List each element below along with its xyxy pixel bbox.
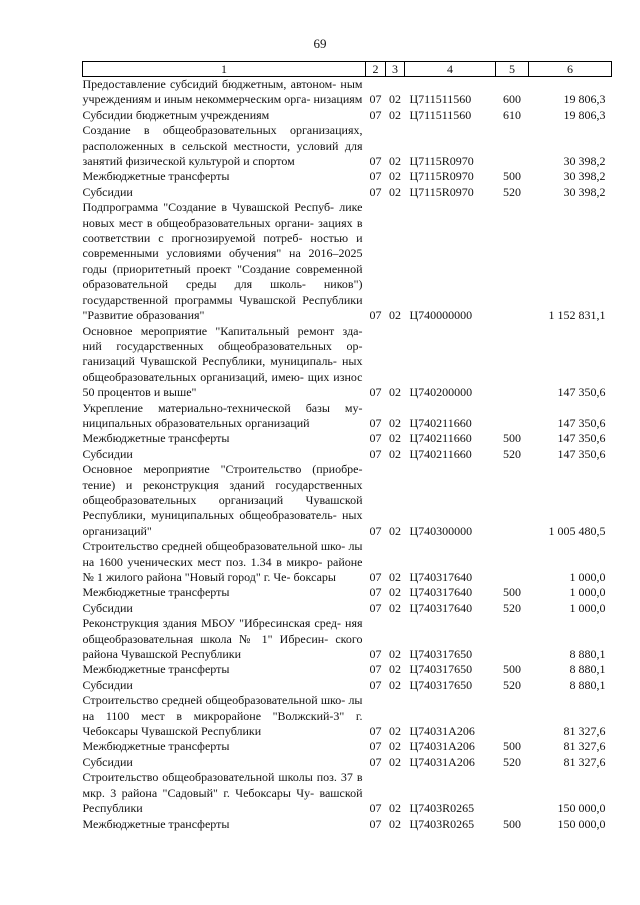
row-expense-type: 500 [503,816,521,831]
row-target-code: Ц740317650 [409,647,473,662]
row-amount: 1 000,0 [569,600,606,615]
row-amount: 1 005 480,5 [548,523,606,538]
row-subsection: 02 [389,570,401,584]
row-section: 07 [369,446,382,461]
column-header: 5 [496,62,529,77]
column-header: 4 [405,62,496,77]
table-row [83,662,612,677]
row-amount: 81 327,6 [563,754,606,769]
row-amount: 81 327,6 [563,739,606,754]
row-section: 07 [369,677,382,692]
table-row [83,401,612,432]
row-expense-type: 500 [503,431,521,446]
row-target-code: Ц711511560 [409,92,472,107]
table-row [83,693,612,739]
row-target-code: Ц740300000 [409,523,473,538]
row-description: Создание в общеобразовательных организациях, расположенных в сельской местности, условий для занятий физической культурой и спортом [82,123,363,169]
table-row [83,462,612,539]
row-amount: 8 880,1 [569,662,606,677]
row-section: 07 [369,754,382,769]
row-description: Межбюджетные трансферты [82,169,230,184]
row-section: 07 [369,308,382,323]
row-description: Укрепление материально-технической базы му- ниципальных образовательных организаций [82,400,363,430]
row-description: Межбюджетные трансферты [82,816,230,831]
row-target-code: Ц7115R0970 [409,154,474,169]
row-amount: 81 327,6 [563,724,606,739]
row-description: Подпрограмма "Создание в Чувашской Респуб- лике новых мест в общеобразовательных органи- зациях в соответствии с прогнозируемой потреб- ностью и современными условиями обучения" на 2016–2025 годы (приоритетный проект "Создание современной образовательной среды для школь- ников") государственной программы Чувашской Республики "Развитие образования" [82,200,363,323]
row-target-code: Ц740317640 [409,570,473,584]
row-amount: 8 880,1 [569,677,606,692]
row-target-code: Ц740211660 [409,446,472,461]
row-section: 07 [369,739,382,754]
row-section: 07 [369,107,382,122]
table-row [83,601,612,616]
column-header: 2 [366,62,386,77]
row-target-code: Ц740317640 [409,585,473,600]
row-amount: 30 398,2 [563,154,606,169]
row-amount: 19 806,3 [563,107,606,122]
row-subsection: 02 [389,816,401,831]
row-subsection: 02 [389,662,401,677]
row-expense-type: 610 [503,107,521,122]
row-amount: 1 000,0 [569,570,606,584]
row-amount: 1 000,0 [569,585,606,600]
row-target-code: Ц74031А206 [409,739,475,754]
table-row [83,431,612,446]
row-expense-type [496,462,529,539]
row-section: 07 [369,184,382,199]
row-subsection: 02 [389,169,401,184]
row-section: 07 [369,523,382,538]
row-expense-type: 520 [503,600,521,615]
row-subsection: 02 [389,585,401,600]
row-target-code: Ц740211660 [409,431,472,446]
row-description: Субсидии [82,600,133,615]
row-expense-type: 520 [503,754,521,769]
table-row [83,678,612,693]
row-target-code: Ц7403R0265 [409,816,475,831]
row-description: Межбюджетные трансферты [82,585,230,600]
row-section: 07 [369,600,382,615]
row-target-code: Ц711511560 [409,107,472,122]
row-subsection: 02 [389,92,401,107]
row-target-code: Ц740317640 [409,600,473,615]
row-subsection: 02 [389,385,401,400]
row-subsection: 02 [389,724,401,739]
row-description: Основное мероприятие "Строительство (приобре- тение) и реконструкция зданий государственных общеобразовательных организаций Чувашской Республики, муниципальных общеобразователь- ных организаций" [82,462,363,538]
row-description: Субсидии бюджетным учреждениям [82,107,270,122]
row-amount: 1 152 831,1 [548,308,606,323]
row-description: Строительство общеобразовательной школы поз. 37 в мкр. 3 района "Садовый" г. Чебоксары Чу- вашской Республики [82,770,363,816]
row-description: Межбюджетные трансферты [82,662,230,677]
row-amount: 30 398,2 [563,184,606,199]
row-expense-type: 500 [503,585,521,600]
table-row [83,539,612,585]
row-expense-type [496,539,529,585]
table-header-row [83,62,612,77]
row-expense-type [496,693,529,739]
row-subsection: 02 [389,107,401,122]
table-row [83,123,612,169]
row-subsection: 02 [389,523,401,538]
column-header: 3 [386,62,405,77]
row-target-code: Ц7115R0970 [409,169,474,184]
table-row [83,585,612,600]
table-row [83,108,612,123]
row-amount: 147 350,6 [557,415,606,430]
row-section: 07 [369,431,382,446]
row-subsection: 02 [389,154,401,169]
row-target-code: Ц74031А206 [409,754,475,769]
table-row [83,324,612,401]
row-section: 07 [369,154,382,169]
row-section: 07 [369,662,382,677]
row-subsection: 02 [389,677,401,692]
row-target-code: Ц7115R0970 [409,184,474,199]
page-number: 69 [313,36,327,51]
row-description: Межбюджетные трансферты [82,431,230,446]
row-target-code: Ц74031А206 [409,724,475,739]
table-row [83,447,612,462]
row-description: Субсидии [82,677,133,692]
table-row [83,755,612,770]
row-section: 07 [369,724,382,739]
row-expense-type: 600 [503,92,521,107]
row-expense-type [496,200,529,323]
table-row [83,770,612,816]
row-target-code: Ц740211660 [409,415,472,430]
row-expense-type: 520 [503,446,521,461]
row-description: Строительство средней общеобразовательной шко- лы на 1100 мест в микрорайоне "Волжский-3" г. Чебоксары Чувашской Республики [82,693,363,739]
row-section: 07 [369,585,382,600]
row-subsection: 02 [389,739,401,754]
row-subsection: 02 [389,600,401,615]
table-row [83,169,612,184]
row-description: Реконструкция здания МБОУ "Ибресинская сред- няя общеобразовательная школа № 1" Ибресин- ского района Чувашской Республики [82,616,363,662]
row-amount: 150 000,0 [557,801,606,816]
row-target-code: Ц740317650 [409,662,473,677]
table-row [83,739,612,754]
row-amount: 150 000,0 [557,816,606,831]
row-section: 07 [369,570,382,584]
row-description: Межбюджетные трансферты [82,739,230,754]
row-target-code: Ц740200000 [409,385,473,400]
row-expense-type [496,324,529,401]
row-description: Основное мероприятие "Капитальный ремонт зда- ний государственных общеобразовательных ор- ганизаций Чувашской Республики, муниципаль- ных общеобразовательных организаций, имею- щих износ 50 процентов и выше" [82,323,363,400]
row-expense-type [496,123,529,169]
row-amount: 147 350,6 [557,385,606,400]
row-subsection: 02 [389,446,401,461]
row-target-code: Ц740317650 [409,677,473,692]
row-subsection: 02 [389,801,401,816]
row-description: Строительство средней общеобразовательной шко- лы на 1600 ученических мест поз. 1.34 в микро- районе № 1 жилого района "Новый город" г. Че- боксары [82,539,363,584]
table-row [83,185,612,200]
table-row [83,77,612,108]
row-description: Субсидии [82,184,133,199]
row-amount: 30 398,2 [563,169,606,184]
row-target-code: Ц7403R0265 [409,801,475,816]
row-description: Предоставление субсидий бюджетным, автоном- ным учреждениям и иным некоммерческим орга- низациям [82,77,363,107]
row-section: 07 [369,647,382,662]
row-expense-type: 500 [503,739,521,754]
row-subsection: 02 [389,754,401,769]
row-section: 07 [369,92,382,107]
row-section: 07 [369,385,382,400]
row-expense-type [496,401,529,432]
row-expense-type: 520 [503,184,521,199]
row-section: 07 [369,169,382,184]
row-expense-type [496,616,529,662]
row-amount: 19 806,3 [563,92,606,107]
row-amount: 8 880,1 [569,647,606,662]
table-row [83,200,612,323]
row-expense-type: 500 [503,662,521,677]
row-expense-type [496,770,529,816]
row-subsection: 02 [389,308,401,323]
row-description: Субсидии [82,446,133,461]
row-section: 07 [369,816,382,831]
column-header: 6 [529,62,612,77]
row-amount: 147 350,6 [557,446,606,461]
budget-table [82,61,612,832]
row-subsection: 02 [389,647,401,662]
row-description: Субсидии [82,754,133,769]
row-subsection: 02 [389,184,401,199]
row-expense-type: 500 [503,169,521,184]
column-header: 1 [83,62,366,77]
row-amount: 147 350,6 [557,431,606,446]
row-section: 07 [369,801,382,816]
row-section: 07 [369,415,382,430]
row-subsection: 02 [389,431,401,446]
row-expense-type: 520 [503,677,521,692]
row-target-code: Ц740000000 [409,308,473,323]
row-subsection: 02 [389,415,401,430]
table-body [83,77,612,832]
table-row [83,817,612,832]
table-row [83,616,612,662]
